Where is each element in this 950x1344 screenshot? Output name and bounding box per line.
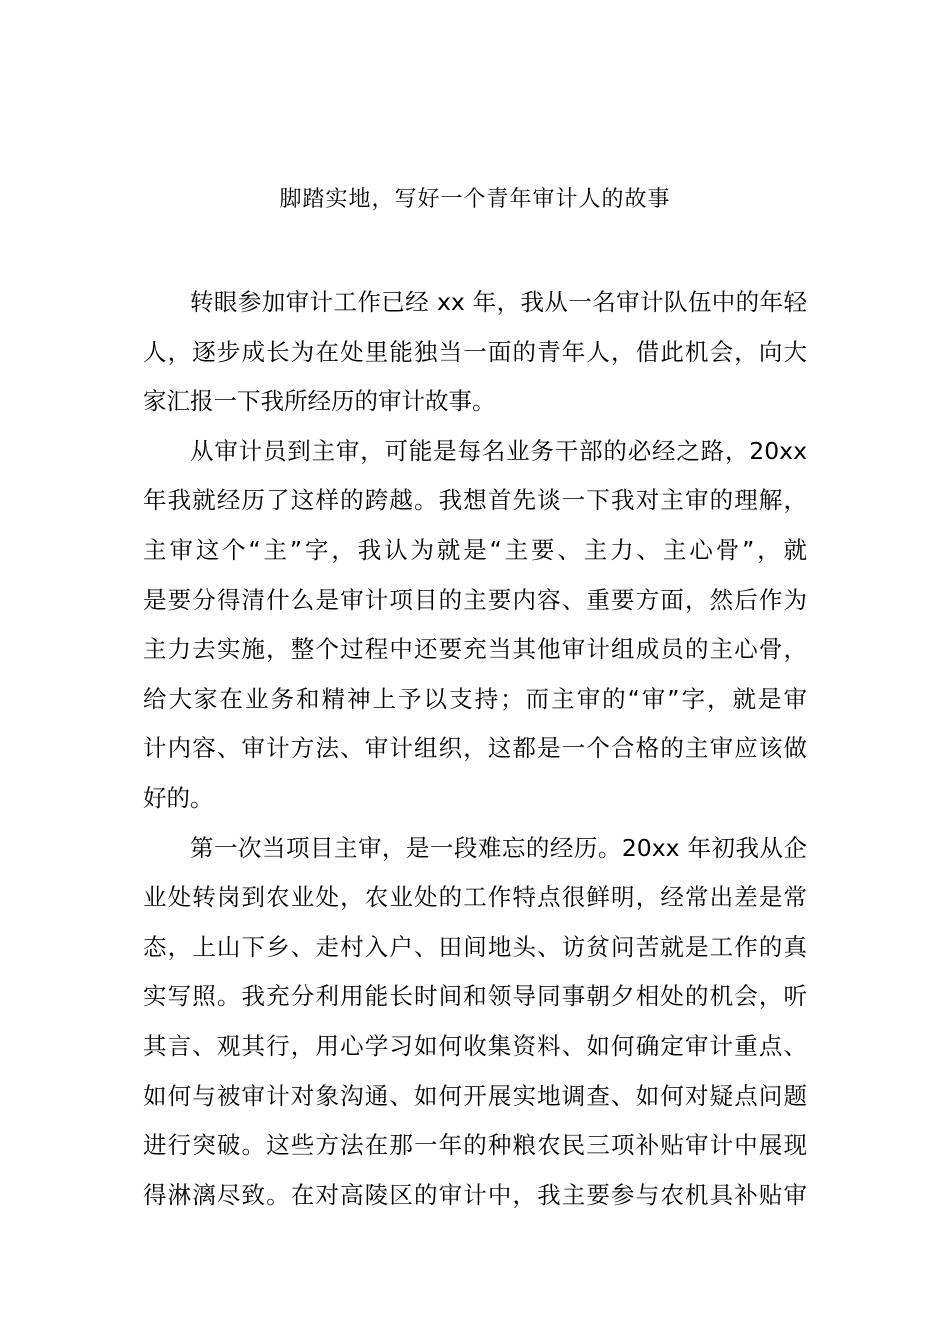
paragraph-line: 年我就经历了这样的跨越。我想首先谈一下我对主审的理解， xyxy=(143,486,807,515)
paragraph-line: 好的。 xyxy=(143,783,214,812)
paragraph-line: 主力去实施，整个过程中还要充当其他审计组成员的主心骨， xyxy=(143,635,807,664)
paragraph-line: 实写照。我充分利用能长时间和领导同事朝夕相处的机会，听 xyxy=(143,982,807,1011)
paragraph-line: 如何与被审计对象沟通、如何开展实地调查、如何对疑点问题 xyxy=(143,1081,807,1110)
paragraph-line: 家汇报一下我所经历的审计故事。 xyxy=(143,387,496,416)
document-title: 脚踏实地，写好一个青年审计人的故事 xyxy=(279,187,671,212)
document-body xyxy=(143,282,807,1224)
paragraph-line: 是要分得清什么是审计项目的主要内容、重要方面，然后作为 xyxy=(143,585,807,614)
paragraph-line: 从审计员到主审，可能是每名业务干部的必经之路，20xx xyxy=(190,436,807,465)
paragraph-line: 态，上山下乡、走村入户、田间地头、访贫问苦就是工作的真 xyxy=(143,932,807,961)
paragraph-line: 主审这个“主”字，我认为就是“主要、主力、主心骨”，就 xyxy=(143,535,807,564)
paragraph-line: 其言、观其行，用心学习如何收集资料、如何确定审计重点、 xyxy=(143,1031,807,1060)
paragraph-line: 业处转岗到农业处，农业处的工作特点很鲜明，经常出差是常 xyxy=(143,883,807,912)
paragraph-line: 得淋漓尽致。在对高陵区的审计中，我主要参与农机具补贴审 xyxy=(143,1180,807,1209)
paragraph-line: 进行突破。这些方法在那一年的种粮农民三项补贴审计中展现 xyxy=(143,1131,807,1160)
paragraph-line: 人，逐步成长为在处里能独当一面的青年人，借此机会，向大 xyxy=(143,337,807,366)
paragraph-line: 计内容、审计方法、审计组织，这都是一个合格的主审应该做 xyxy=(143,734,807,763)
paragraph-line: 转眼参加审计工作已经 xx 年，我从一名审计队伍中的年轻 xyxy=(190,288,807,316)
paragraph-line: 第一次当项目主审，是一段难忘的经历。20xx 年初我从企 xyxy=(190,833,807,862)
paragraph-line: 给大家在业务和精神上予以支持；而主审的“审”字，就是审 xyxy=(143,684,807,713)
